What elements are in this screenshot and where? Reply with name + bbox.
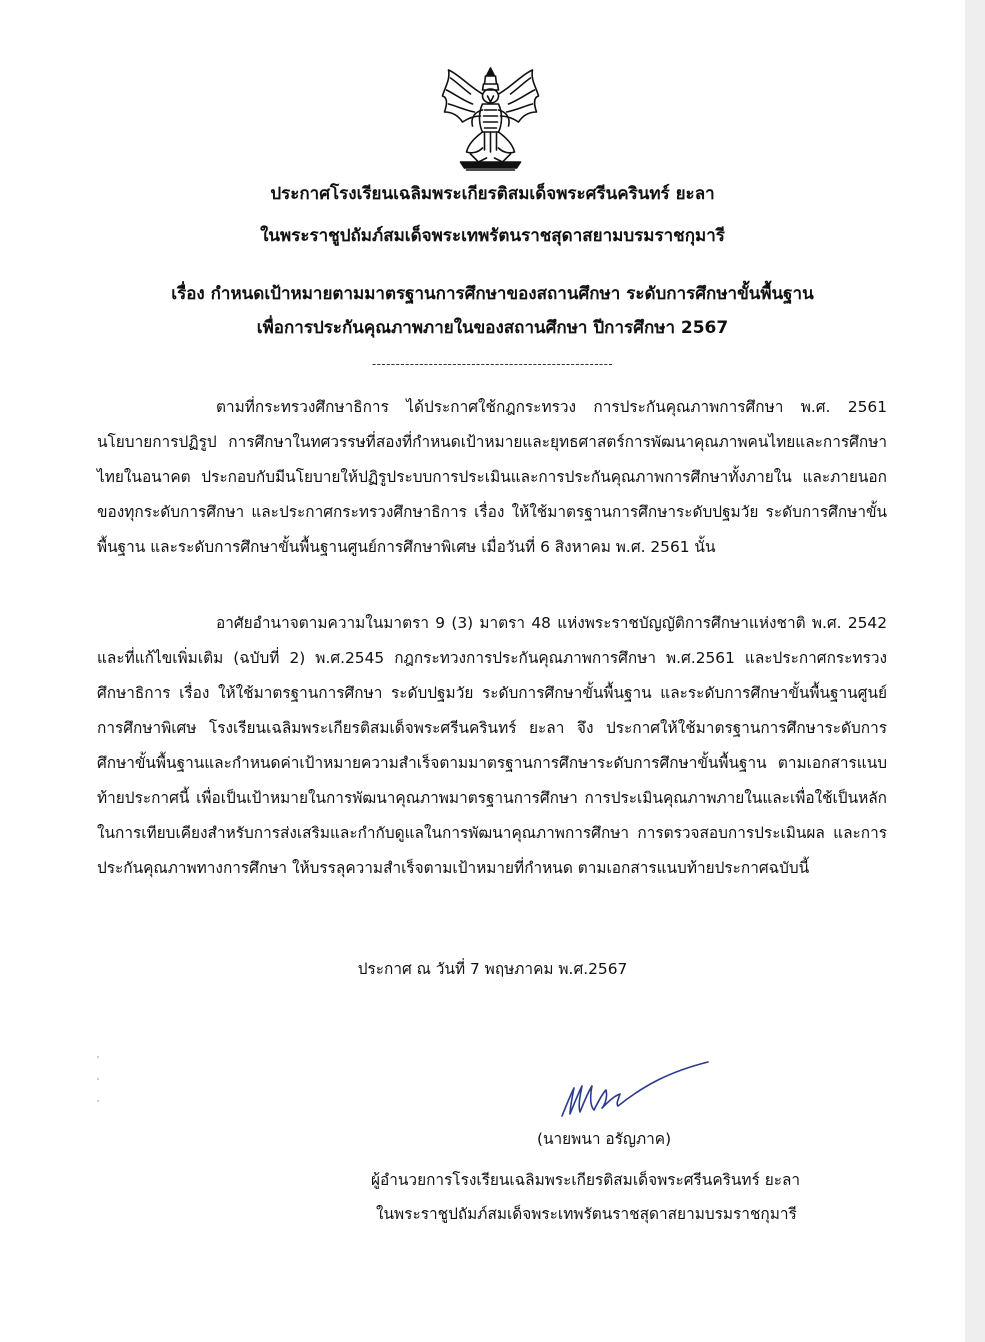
handwritten-signature-icon	[558, 1058, 714, 1122]
margin-mark	[97, 1078, 99, 1080]
subject-line-1: เรื่อง กำหนดเป้าหมายตามมาตรฐานการศึกษาของสถานศึกษา ระดับการศึกษาขั้นพื้นฐาน	[171, 284, 814, 304]
viewer-scroll-gutter[interactable]	[965, 0, 985, 1342]
subject-line-2: เพื่อการประกันคุณภาพภายในของสถานศึกษา ปีการศึกษา 2567	[256, 318, 729, 338]
header-line-1: ประกาศโรงเรียนเฉลิมพระเกียรติสมเด็จพระศรีนครินทร์ ยะลา	[270, 184, 715, 204]
margin-mark	[97, 1100, 99, 1102]
header-line-2: ในพระราชูปถัมภ์สมเด็จพระเทพรัตนราชสุดาสยามบรมราชกุมารี	[260, 226, 725, 246]
body-paragraph-1-text: ตามที่กระทรวงศึกษาธิการ ได้ประกาศใช้กฎกระทรวง การประกันคุณภาพการศึกษา พ.ศ. 2561 นโยบายการปฏิรูป การศึกษาในทศวรรษที่สองที่กำหนดเป้าหมายและยุทธศาสตร์การพัฒนาคุณภาพคนไทยและการศึกษาไทยในอนาคต ประกอบกับมีนโยบายให้ปฏิรูประบบการประเมินและการประกันคุณภาพการศึกษาทั้งภายใน และภายนอกของทุกระดับการศึกษา และประกาศกระทรวงศึกษาธิการ เรื่อง ให้ใช้มาตรฐานการศึกษาระดับปฐมวัย ระดับการศึกษาขั้นพื้นฐาน และระดับการศึกษาขั้นพื้นฐานศูนย์การศึกษาพิเศษ เมื่อวันที่ 6 สิงหาคม พ.ศ. 2561 นั้น	[97, 398, 887, 556]
body-paragraph-2	[97, 606, 887, 886]
signer-name: (นายพนา อรัญภาค)	[537, 1130, 672, 1148]
signer-position-line-1: ผู้อำนวยการโรงเรียนเฉลิมพระเกียรติสมเด็จพระศรีนครินทร์ ยะลา	[371, 1171, 801, 1189]
margin-mark	[97, 1056, 99, 1058]
date-line: ประกาศ ณ วันที่ 7 พฤษภาคม พ.ศ.2567	[357, 960, 628, 978]
body-paragraph-1	[97, 390, 887, 565]
separator-line: ---------------------------------------------------	[371, 357, 614, 371]
body-paragraph-2-text: อาศัยอำนาจตามความในมาตรา 9 (3) มาตรา 48 แห่งพระราชบัญญัติการศึกษาแห่งชาติ พ.ศ. 2542 และที่แก้ไขเพิ่มเติม (ฉบับที่ 2) พ.ศ.2545 กฎกระทวงการประกันคุณภาพการศึกษา พ.ศ.2561 และประกาศกระทรวงศึกษาธิการ เรื่อง ให้ใช้มาตรฐานการศึกษา ระดับปฐมวัย ระดับการศึกษาขั้นพื้นฐาน และระดับการศึกษาขั้นพื้นฐานศูนย์การศึกษาพิเศษ โรงเรียนเฉลิมพระเกียรติสมเด็จพระศรีนครินทร์ ยะลา จึง ประกาศให้ใช้มาตรฐานการศึกษาระดับการศึกษาขั้นพื้นฐานและกำหนดค่าเป้าหมายความสำเร็จตามมาตรฐานการศึกษาระดับการศึกษาขั้นพื้นฐาน ตามเอกสารแนบท้ายประกาศนี้ เพื่อเป็นเป้าหมายในการพัฒนาคุณภาพมาตรฐานการศึกษา การประเมินคุณภาพภายในและเพื่อใช้เป็นหลักในการเทียบเคียงสำหรับการส่งเสริมและกำกับดูแลในการพัฒนาคุณภาพการศึกษา การตรวจสอบการประเมินผล และการประกันคุณภาพทางการศึกษา ให้บรรลุความสำเร็จตามเป้าหมายที่กำหนด ตามเอกสารแนบท้ายประกาศฉบับนี้	[97, 614, 887, 877]
signer-position-line-2: ในพระราชูปถัมภ์สมเด็จพระเทพรัตนราชสุดาสยามบรมราชกุมารี	[376, 1205, 797, 1223]
garuda-emblem-icon	[440, 66, 541, 174]
